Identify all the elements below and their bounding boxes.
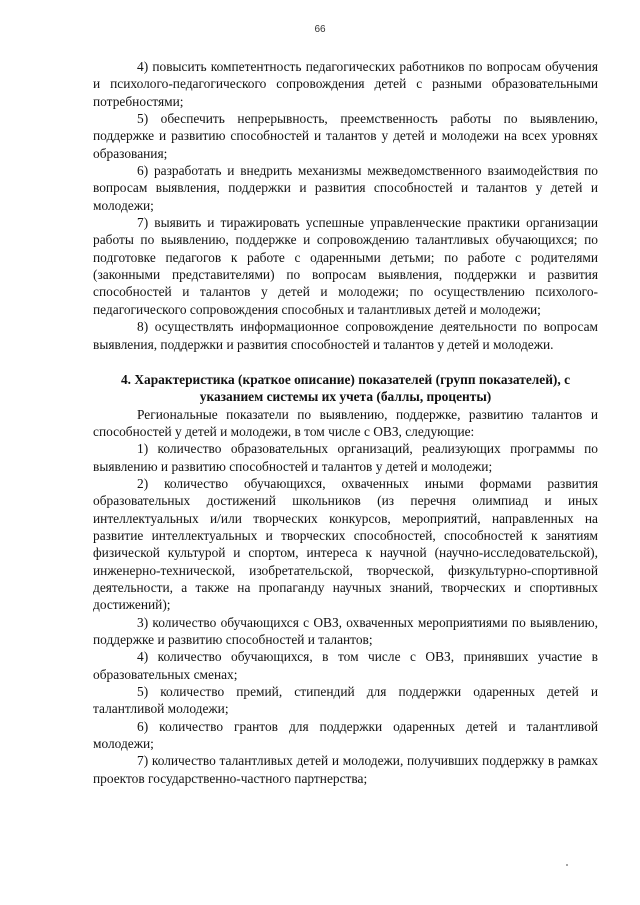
section-intro: Региональные показатели по выявлению, поддержке, развитию талантов и способностей у детей и молодежи, в том числе с ОВЗ, следующие: <box>93 406 598 439</box>
section-heading: 4. Характеристика (краткое описание) показателей (групп показателей), с указанием системы их учета (баллы, проценты) <box>120 371 571 405</box>
page-number: 66 <box>314 24 326 35</box>
document-body <box>93 58 598 787</box>
list-item: 4) повысить компетентность педагогических работников по вопросам обучения и психолого-педагогического сопровождения детей с разными образовательными потребностями; <box>93 59 598 109</box>
indicator-item: 1) количество образовательных организаций, реализующих программы по выявлению и развитию способностей и талантов у детей и молодежи; <box>93 441 598 474</box>
indicator-item: 3) количество обучающихся с ОВЗ, охваченных мероприятиями по выявлению, поддержке и развитию способностей и талантов; <box>93 614 598 647</box>
list-item: 8) осуществлять информационное сопровождение деятельности по вопросам выявления, поддержки и развития способностей и талантов у детей и молодежи. <box>93 319 598 352</box>
indicator-item: 2) количество обучающихся, охваченных иными формами развития образовательных достижений школьников (из перечня олимпиад и иных интеллектуальных и/или творческих конкурсов, мероприятий, направленных на развитие интеллектуальных и творческих способностей, способностей к занятиям физической культурой и спортом, интереса к научной (научно-исследовательской), инженерно-технической, изобретательской, творческой, физкультурно-спортивной деятельности, а также на пропаганду научных знаний, творческих и спортивных достижений); <box>93 475 598 613</box>
indicator-item: 7) количество талантливых детей и молодежи, получивших поддержку в рамках проектов государственно-частного партнерства; <box>93 753 598 786</box>
list-item: 7) выявить и тиражировать успешные управленческие практики организации работы по выявлению, поддержке и сопровождению талантливых обучающихся; по подготовке педагогов к работе с одаренными детьми; по работе с родителями (законными представителями) по вопросам выявления, поддержки и развития способностей и талантов у детей и молодежи; по осуществлению психолого-педагогического сопровождения способных и талантливых детей и молодежи; <box>93 215 598 317</box>
list-item: 5) обеспечить непрерывность, преемственность работы по выявлению, поддержке и развитию способностей и талантов у детей и молодежи на всех уровнях образования; <box>93 111 598 161</box>
indicator-item: 6) количество грантов для поддержки одаренных детей и талантливой молодежи; <box>93 718 598 752</box>
scan-speck <box>566 864 568 866</box>
list-item: 6) разработать и внедрить механизмы межведомственного взаимодействия по вопросам выявления, поддержки и развития способностей и талантов у детей и молодежи; <box>93 163 598 213</box>
indicator-item: 4) количество обучающихся, в том числе с ОВЗ, принявших участие в образовательных сменах; <box>93 649 598 682</box>
indicator-item: 5) количество премий, стипендий для поддержки одаренных детей и талантливой молодежи; <box>93 684 598 717</box>
